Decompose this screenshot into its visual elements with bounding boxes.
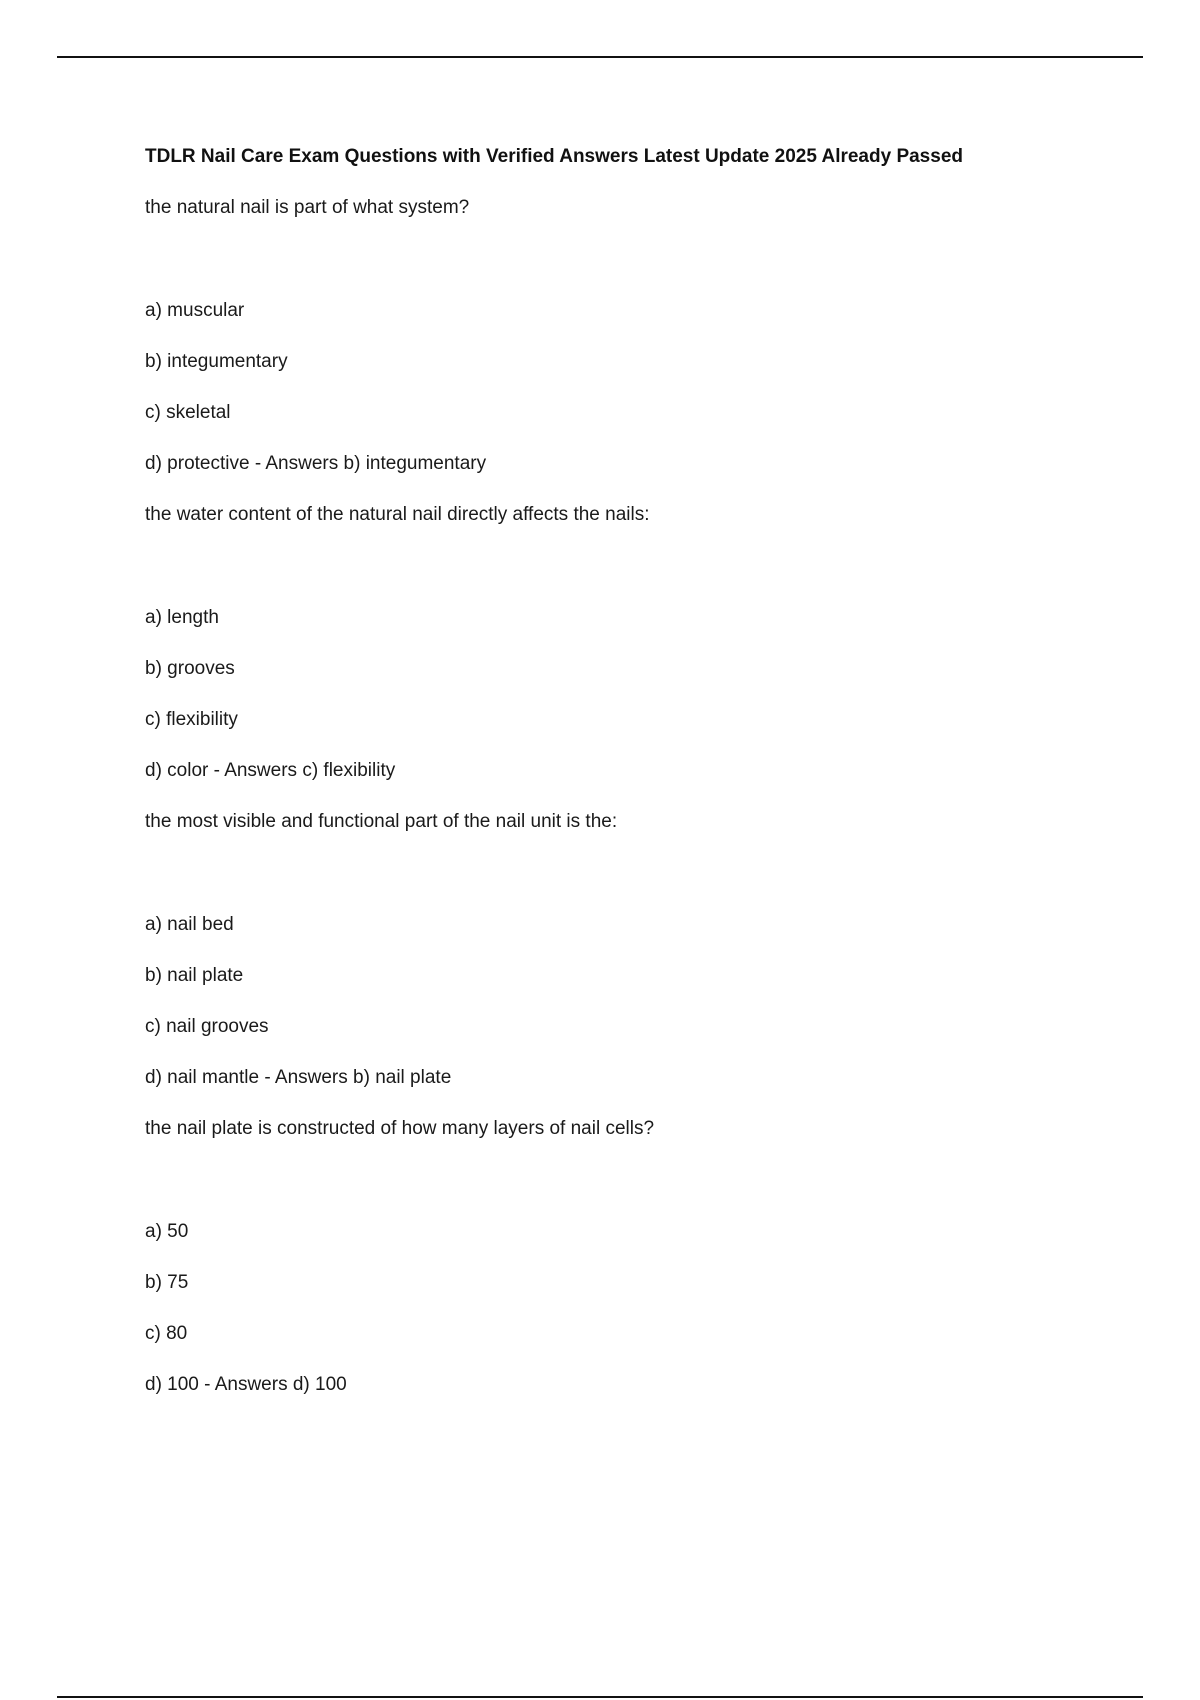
answer-option-with-key: d) nail mantle - Answers b) nail plate	[145, 1067, 452, 1088]
answer-option: b) grooves	[145, 658, 235, 679]
answer-option-with-key: d) 100 - Answers d) 100	[145, 1374, 347, 1395]
answer-option: c) 80	[145, 1323, 188, 1344]
header-rule	[57, 56, 1143, 58]
answer-option-with-key: d) color - Answers c) flexibility	[145, 760, 396, 781]
question-text: the most visible and functional part of the nail unit is the:	[145, 811, 618, 832]
document-title: TDLR Nail Care Exam Questions with Verified Answers Latest Update 2025 Already Passed	[145, 146, 963, 167]
question-text: the nail plate is constructed of how many layers of nail cells?	[145, 1118, 655, 1139]
answer-option: a) muscular	[145, 300, 245, 321]
answer-option: c) flexibility	[145, 709, 238, 730]
answer-option-with-key: d) protective - Answers b) integumentary	[145, 453, 487, 474]
answer-option: a) length	[145, 607, 219, 628]
document-body	[145, 144, 1125, 1423]
answer-option: b) 75	[145, 1272, 189, 1293]
answer-option: b) integumentary	[145, 351, 288, 372]
question-block	[145, 809, 1125, 1091]
question-text: the water content of the natural nail directly affects the nails:	[145, 504, 650, 525]
answer-option: a) 50	[145, 1221, 189, 1242]
answer-option: c) skeletal	[145, 402, 231, 423]
question-block	[145, 502, 1125, 784]
answer-option: c) nail grooves	[145, 1016, 269, 1037]
footer-rule	[57, 1696, 1143, 1698]
question-text: the natural nail is part of what system?	[145, 197, 470, 218]
question-block	[145, 1116, 1125, 1398]
question-block	[145, 195, 1125, 477]
answer-option: b) nail plate	[145, 965, 244, 986]
answer-option: a) nail bed	[145, 914, 234, 935]
